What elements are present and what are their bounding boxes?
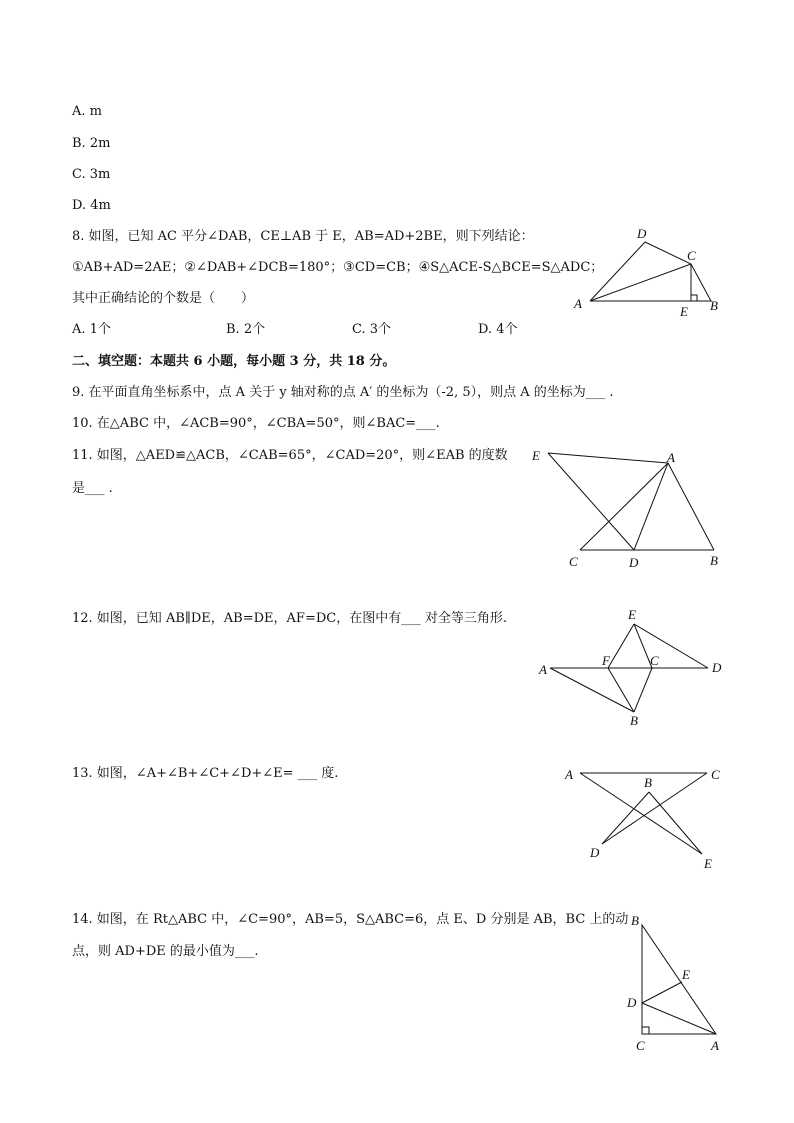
q11-stem-line1: 11. 如图，△AED≌△ACB，∠CAB=65°，∠CAD=20°，则∠EAB 的度数 xyxy=(72,448,508,463)
q14-label-b: B xyxy=(631,913,639,928)
section-heading-fill-blank: 二、填空题：本题共 6 小题，每小题 3 分，共 18 分。 xyxy=(72,354,396,369)
q7-option-c: C. 3m xyxy=(72,167,111,182)
q12-label-e: E xyxy=(628,607,636,622)
q11-figure xyxy=(528,445,728,575)
q7-option-d: D. 4m xyxy=(72,198,111,213)
q14-segment-de xyxy=(642,982,682,1003)
q13-label-c: C xyxy=(711,767,720,782)
q13-label-b: B xyxy=(644,775,652,790)
q13-label-e: E xyxy=(704,856,712,871)
q14-stem-line2: 点，则 AD+DE 的最小值为___. xyxy=(72,944,259,959)
q11-segment-ac xyxy=(580,463,668,550)
q8-right-angle-mark xyxy=(691,295,697,301)
q12-figure xyxy=(536,604,726,730)
q13-segment-ae xyxy=(580,773,702,854)
q9-text: 9. 在平面直角坐标系中，点 A 关于 y 轴对称的点 A′ 的坐标为（-2, 5），则点 A 的坐标为___ . xyxy=(72,385,614,400)
q7-option-a: A. m xyxy=(72,104,102,119)
q12-label-d: D xyxy=(712,660,722,675)
q12-segment-cb xyxy=(634,668,652,712)
q12-label-b: B xyxy=(630,713,638,728)
q11-segment-ea xyxy=(548,453,668,463)
q12-text: 12. 如图，已知 AB∥DE，AB=DE，AF=DC，在图中有___ 对全等三角形. xyxy=(72,611,507,626)
q8-option-b: B. 2个 xyxy=(226,322,266,337)
q8-label-b: B xyxy=(710,298,718,313)
q14-label-a: A xyxy=(711,1038,719,1053)
q13-label-a: A xyxy=(565,767,573,782)
q8-stem-line1: 8. 如图，已知 AC 平分∠DAB，CE⊥AB 于 E，AB=AD+2BE，则下列结论： xyxy=(72,229,534,244)
q8-label-d: D xyxy=(637,226,647,241)
q12-label-c: C xyxy=(650,653,659,668)
q12-segment-ed xyxy=(634,624,708,668)
q13-figure xyxy=(562,762,732,874)
q11-segment-ab xyxy=(668,463,714,550)
q8-stem-line2: ①AB+AD=2AE；②∠DAB+∠DCB=180°；③CD=CB；④S△ACE-S△BCE=S△ADC； xyxy=(72,260,604,275)
q14-right-angle-mark xyxy=(642,1027,649,1034)
q14-figure xyxy=(622,910,732,1060)
q8-label-c: C xyxy=(687,248,696,263)
q12-segment-ef xyxy=(608,624,634,668)
q13-text: 13. 如图，∠A+∠B+∠C+∠D+∠E= ___ 度. xyxy=(72,766,339,781)
q11-label-b: B xyxy=(710,553,718,568)
q8-option-d: D. 4个 xyxy=(478,322,518,337)
q11-segment-ad xyxy=(634,463,668,550)
q11-stem-line2: 是___ . xyxy=(72,481,113,496)
q11-label-d: D xyxy=(629,555,639,570)
q13-segment-db xyxy=(602,792,649,844)
q8-label-e: E xyxy=(680,304,688,319)
q14-triangle-abc xyxy=(642,925,716,1034)
q14-label-e: E xyxy=(682,967,690,982)
q13-label-d: D xyxy=(590,845,600,860)
q11-label-a: A xyxy=(667,450,675,465)
q7-option-b: B. 2m xyxy=(72,136,111,151)
q8-segment-ac xyxy=(590,264,691,301)
q8-figure xyxy=(570,228,730,323)
q8-option-c: C. 3个 xyxy=(352,322,392,337)
q12-label-a: A xyxy=(539,662,547,677)
q12-label-f: F xyxy=(602,653,610,668)
q10-text: 10. 在△ABC 中，∠ACB=90°，∠CBA=50°，则∠BAC=___. xyxy=(72,416,440,431)
q11-segment-ed xyxy=(548,453,634,550)
q8-option-a: A. 1个 xyxy=(72,322,111,337)
q13-segment-be xyxy=(649,792,702,854)
q14-stem-line1: 14. 如图，在 Rt△ABC 中，∠C=90°，AB=5，S△ABC=6，点 E、D 分别是 AB，BC 上的动 xyxy=(72,912,629,927)
q14-label-d: D xyxy=(627,995,637,1010)
q11-label-e: E xyxy=(532,448,540,463)
q13-segment-cd xyxy=(602,773,707,844)
q14-label-c: C xyxy=(636,1038,645,1053)
q8-stem-line3: 其中正确结论的个数是（ ） xyxy=(72,291,255,306)
q8-label-a: A xyxy=(574,296,582,311)
q11-label-c: C xyxy=(569,554,578,569)
